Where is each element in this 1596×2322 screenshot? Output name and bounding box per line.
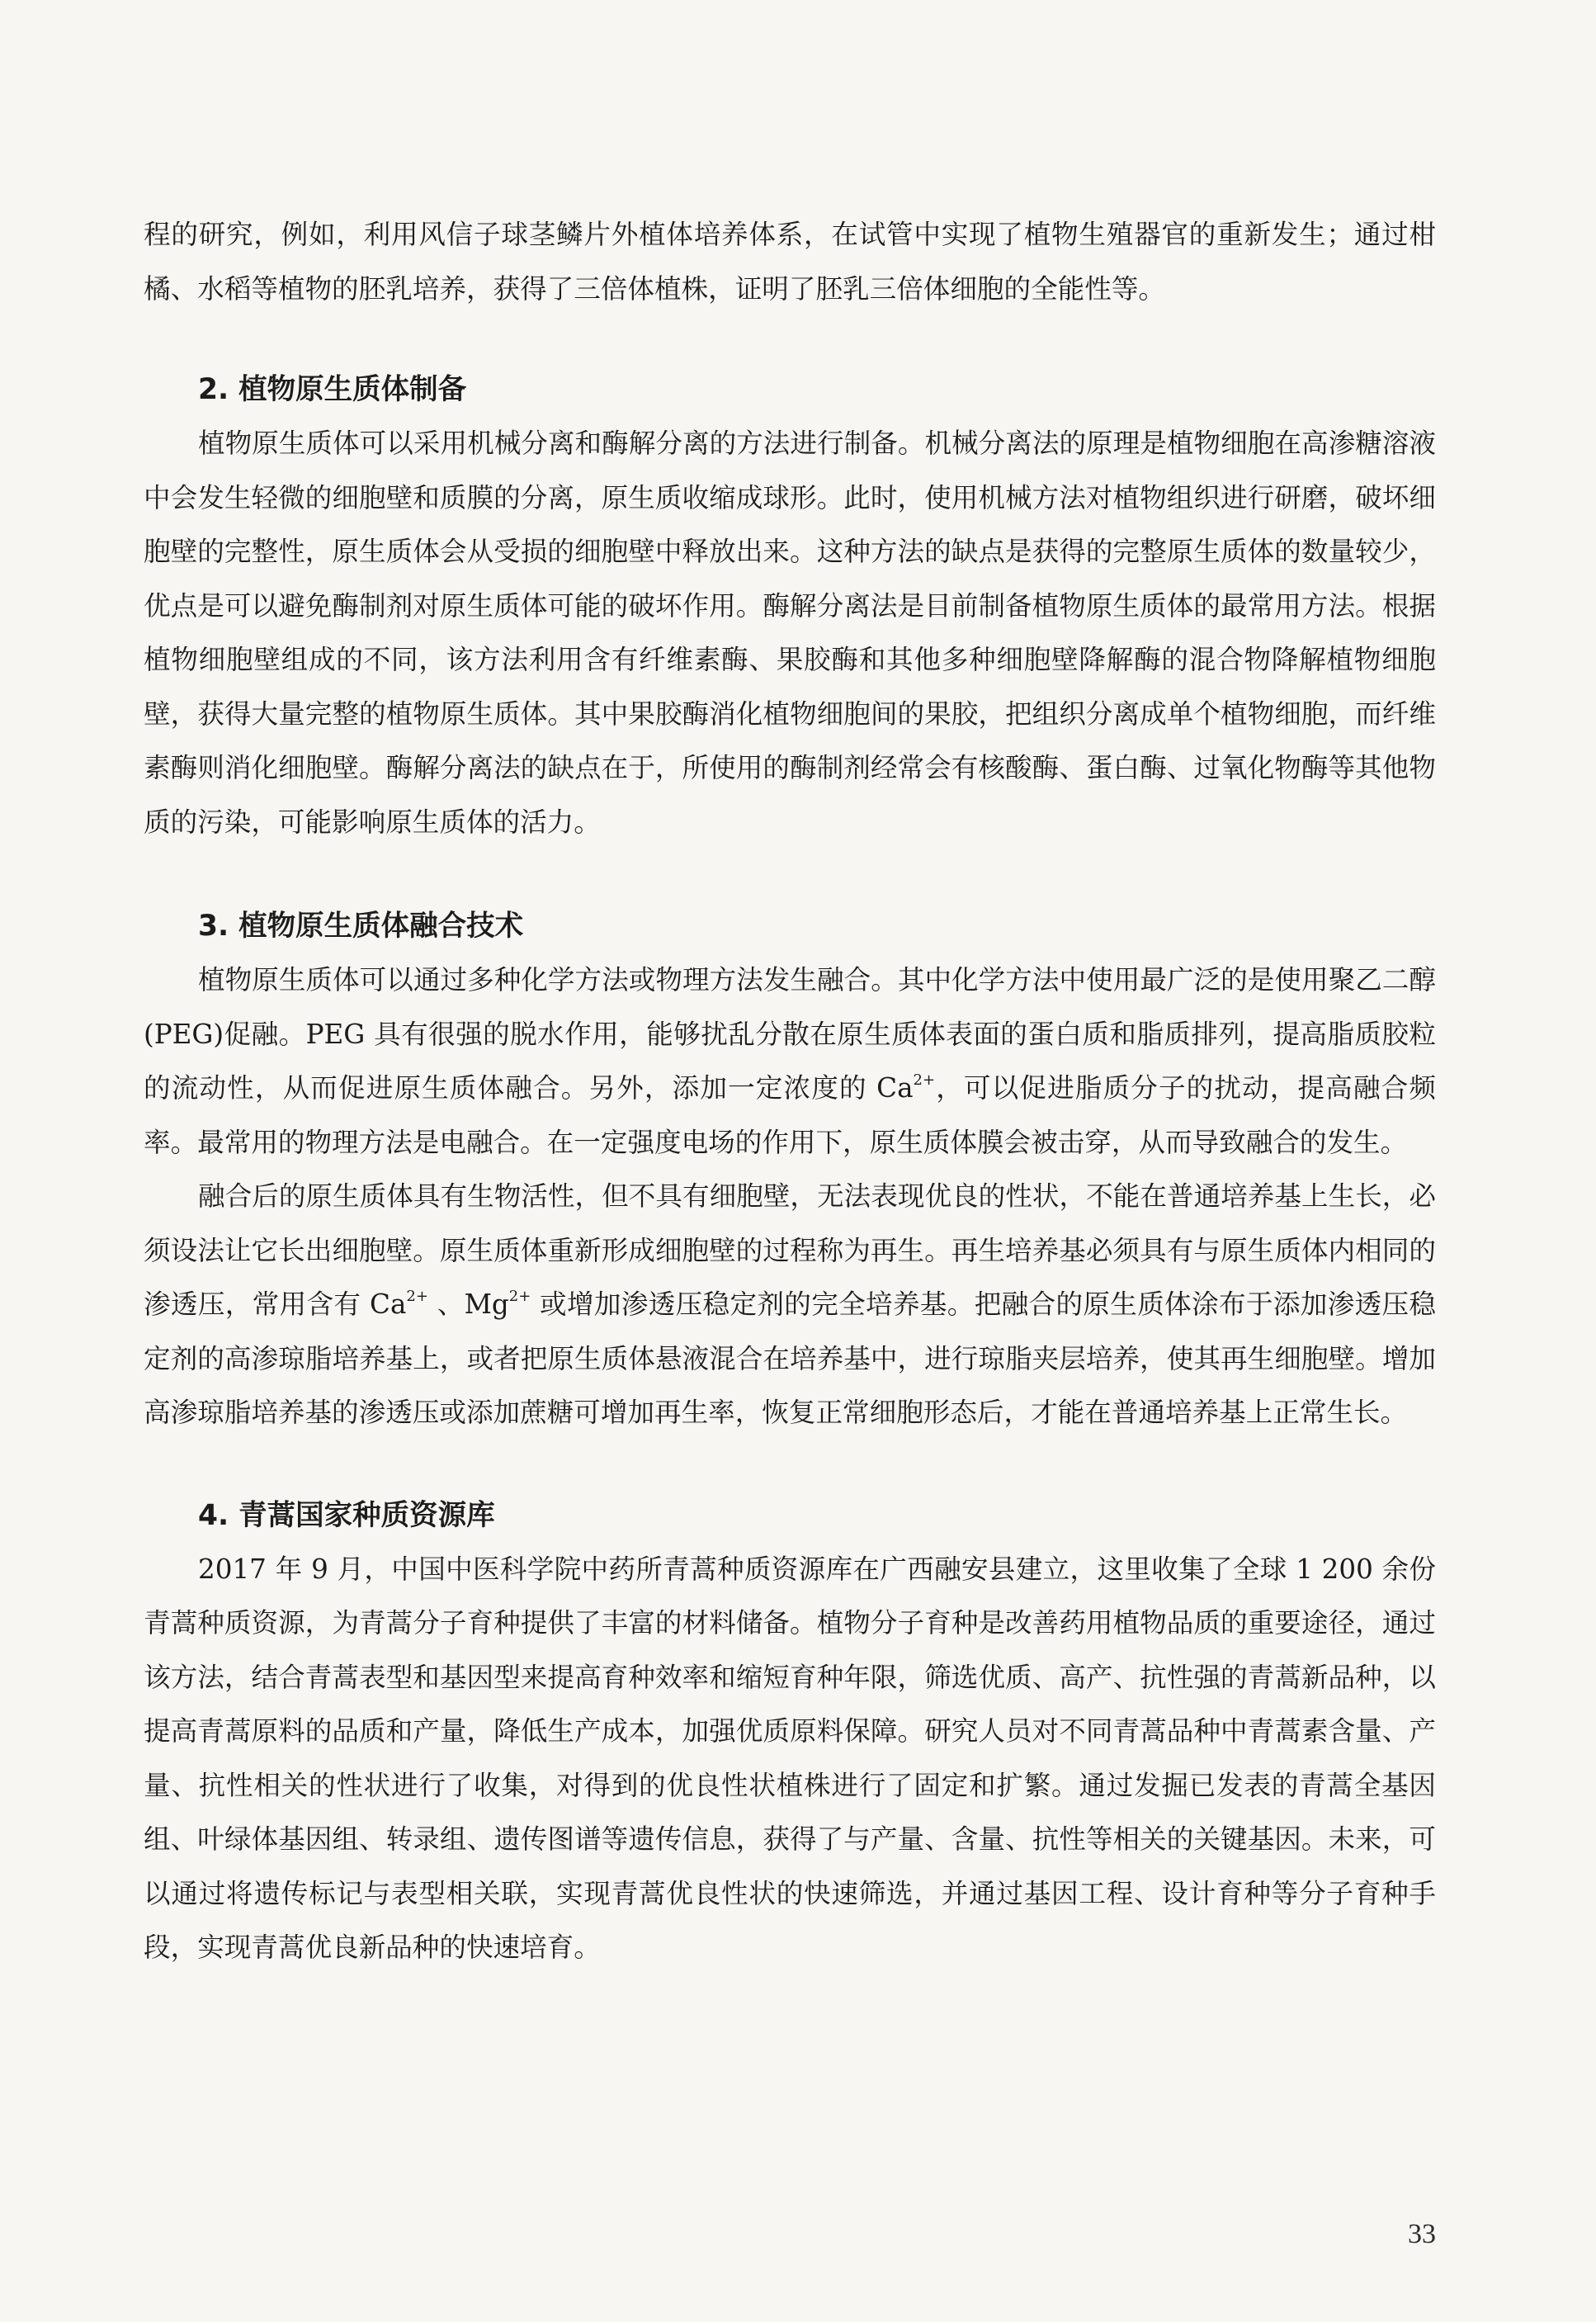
paragraph-cell-wall-regeneration bbox=[144, 1170, 1436, 1440]
section-gap bbox=[144, 849, 1436, 899]
page-body bbox=[144, 208, 1436, 1975]
section-heading-artemisia-germplasm-bank: 4. 青蒿国家种质资源库 bbox=[198, 1498, 495, 1532]
text-segment: ，可以促进脂质分子的扰动，提高融合频率。最常用的物理方法是电融合。在一定强度电场的作用下，原生质体膜会被击穿，从而导致融合的发生。 bbox=[144, 1072, 1436, 1158]
section-gap bbox=[144, 316, 1436, 362]
paragraph-artemisia-germplasm-bank: 2017 年 9 月，中国中医科学院中药所青蒿种质资源库在广西融安县建立，这里收集了全球 1 200 余份青蒿种质资源，为青蒿分子育种提供了丰富的材料储备。植物分子育种是改善药用植物品质的重要途径，通过该方法，结合青蒿表型和基因型来提高育种效率和缩短育种年限，筛选优质、高产、抗性强的青蒿新品种，以提高青蒿原料的品质和产量，降低生产成本，加强优质原料保障。研究人员对不同青蒿品种中青蒿素含量、产量、抗性相关的性状进行了收集，对得到的优良性状植株进行了固定和扩繁。通过发掘已发表的青蒿全基因组、叶绿体基因组、转录组、遗传图谱等遗传信息，获得了与产量、含量、抗性等相关的关键基因。未来，可以通过将遗传标记与表型相关联，实现青蒿优良性状的快速筛选，并通过基因工程、设计育种等分子育种手段，实现青蒿优良新品种的快速培育。 bbox=[144, 1553, 1436, 1963]
text-segment: 融合后的原生质体具有生物活性，但不具有细胞壁，无法表现优良的性状，不能在普通培养基上生长，必须设法让它长出细胞壁。原生质体重新形成细胞壁的过程称为再生。再生培养基必须具有与原生质体内相同的渗透压，常用含有 Ca bbox=[144, 1180, 1436, 1320]
section-heading-protoplast-preparation: 2. 植物原生质体制备 bbox=[198, 373, 467, 406]
page-number: 33 bbox=[1408, 2219, 1436, 2249]
paragraph-protoplast-preparation: 植物原生质体可以采用机械分离和酶解分离的方法进行制备。机械分离法的原理是植物细胞在高渗糖溶液中会发生轻微的细胞壁和质膜的分离，原生质收缩成球形。此时，使用机械方法对植物组织进行研磨，破坏细胞壁的完整性，原生质体会从受损的细胞壁中释放出来。这种方法的缺点是获得的完整原生质体的数量较少，优点是可以避免酶制剂对原生质体可能的破坏作用。酶解分离法是目前制备植物原生质体的最常用方法。根据植物细胞壁组成的不同，该方法利用含有纤维素酶、果胶酶和其他多种细胞壁降解酶的混合物降解植物细胞壁，获得大量完整的植物原生质体。其中果胶酶消化植物细胞间的果胶，把组织分离成单个植物细胞，而纤维素酶则消化细胞壁。酶解分离法的缺点在于，所使用的酶制剂经常会有核酸酶、蛋白酶、过氧化物酶等其他物质的污染，可能影响原生质体的活力。 bbox=[144, 428, 1436, 838]
text-segment: 或增加渗透压稳定剂的完全培养基。把融合的原生质体涂布于添加渗透压稳定剂的高渗琼脂培养基上，或者把原生质体悬液混合在培养基中，进行琼脂夹层培养，使其再生细胞壁。增加高渗琼脂培养基的渗透压或添加蔗糖可增加再生率，恢复正常细胞形态后，才能在普通培养基上正常生长。 bbox=[144, 1289, 1436, 1428]
text-segment: 、Mg bbox=[427, 1289, 509, 1320]
superscript-charge: 2+ bbox=[913, 1071, 936, 1089]
text-segment: 植物原生质体可以通过多种化学方法或物理方法发生融合。其中化学方法中使用最广泛的是使用聚乙二醇(PEG)促融。PEG 具有很强的脱水作用，能够扰乱分散在原生质体表面的蛋白质和脂质排列，提高脂质胶粒的流动性，从而促进原生质体融合。另外，添加一定浓度的 Ca bbox=[144, 964, 1436, 1104]
paragraph-protoplast-fusion-methods bbox=[144, 953, 1436, 1170]
superscript-charge: 2+ bbox=[508, 1288, 531, 1305]
continuation-paragraph: 程的研究，例如，利用风信子球茎鳞片外植体培养体系，在试管中实现了植物生殖器官的重新发生；通过柑橘、水稻等植物的胚乳培养，获得了三倍体植株，证明了胚乳三倍体细胞的全能性等。 bbox=[144, 219, 1436, 305]
superscript-charge: 2+ bbox=[406, 1288, 428, 1305]
section-gap bbox=[144, 1440, 1436, 1488]
section-heading-protoplast-fusion: 3. 植物原生质体融合技术 bbox=[198, 910, 524, 943]
